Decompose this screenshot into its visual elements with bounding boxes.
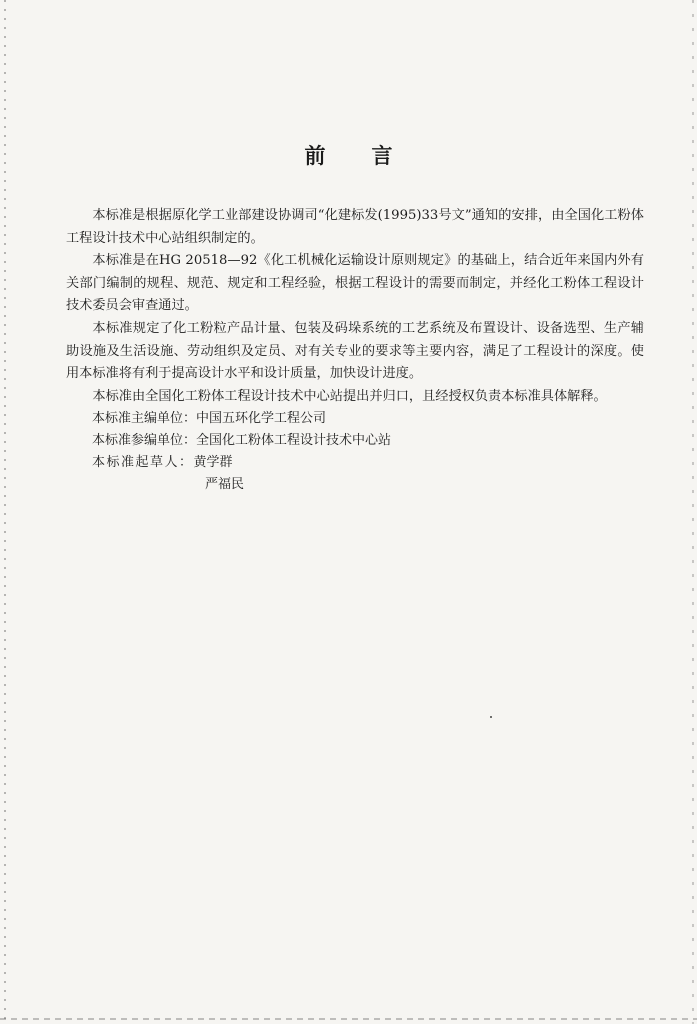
scan-speck (490, 716, 492, 718)
drafters-line (92, 452, 652, 474)
title-char-1: 前 (304, 143, 326, 168)
paragraph-2: 本标准是在HG 20518—92《化工机械化运输设计原则规定》的基础上，结合近年来国内外有关部门编制的规程、规范、规定和工程经验，根据工程设计的需要而制定，并经化工粉体工程设计技术委员会审查通过。 (66, 253, 644, 314)
drafter-1: 黄学群 (193, 455, 233, 470)
scan-bottom-edge (0, 1018, 697, 1020)
paragraph-1: 本标准是根据原化学工业部建设协调司“化建标发(1995)33号文”通知的安排，由全国化工粉体工程设计技术中心站组织制定的。 (66, 208, 644, 246)
chief-unit-line (92, 408, 652, 430)
participating-unit-line (92, 430, 652, 452)
participating-unit-label: 本标准参编单位： (92, 433, 197, 448)
preface-body (66, 205, 644, 408)
paragraph-4: 本标准由全国化工粉体工程设计技术中心站提出并归口，且经授权负责本标准具体解释。 (92, 388, 607, 404)
participating-unit-value: 全国化工粉体工程设计技术中心站 (196, 433, 392, 448)
drafter-2: 严福民 (205, 477, 245, 492)
paragraph-3: 本标准规定了化工粉粒产品计量、包装及码垛系统的工艺系统及布置设计、设备选型、生产辅助设施及生活设施、劳动组织及定员、对有关专业的要求等主要内容，满足了工程设计的深度。使用本标准将有利于提高设计水平和设计质量，加快设计进度。 (66, 320, 644, 382)
chief-unit-label: 本标准主编单位： (92, 411, 197, 426)
title-char-2: 言 (371, 143, 393, 168)
chief-unit-value: 中国五环化学工程公司 (196, 411, 327, 426)
page-title (0, 140, 697, 170)
drafters-label: 本标准起草人： (92, 455, 194, 470)
